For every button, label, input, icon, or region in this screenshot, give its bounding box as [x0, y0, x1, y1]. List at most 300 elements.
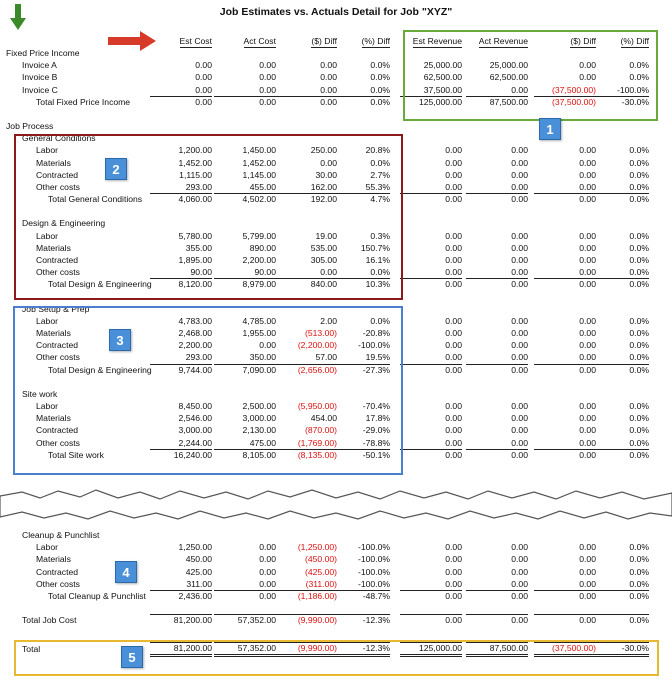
- cell-value: 1,452.00: [242, 157, 276, 168]
- cell-value: 0.00: [445, 242, 462, 253]
- cell-value: 0.00: [445, 267, 462, 278]
- cell-value: 55.3%: [365, 182, 390, 192]
- cell-value: (1,250.00): [297, 542, 337, 553]
- cell-value: 0.00: [579, 267, 596, 278]
- cell-value: 0.00: [466, 193, 528, 205]
- cell-value: 0.00: [511, 437, 528, 448]
- row-label: Invoice A: [22, 60, 57, 71]
- cell-value: 0.00: [259, 542, 276, 553]
- cell-value: 454.00: [310, 413, 337, 424]
- cell-value: 305.00: [310, 255, 337, 265]
- cell-value: 0.00: [534, 364, 596, 376]
- cell-value: 0.0%: [370, 72, 390, 83]
- cell-value: 17.8%: [365, 413, 390, 424]
- cell-value: 90.00: [254, 267, 276, 278]
- cell-value: 0.00: [400, 590, 462, 602]
- cell-value: 162.00: [310, 182, 337, 192]
- cell-value: 0.00: [320, 84, 337, 95]
- cell-value: 0.00: [400, 193, 462, 205]
- cell-value: 8,450.00: [178, 401, 212, 411]
- cell-value: 0.0%: [629, 267, 649, 278]
- cell-value: 0.00: [579, 60, 596, 71]
- cell-value: 0.00: [579, 340, 596, 351]
- callout-badge-3: 3: [109, 329, 131, 351]
- cell-value: 1,895.00: [178, 255, 212, 265]
- cell-value: 25,000.00: [423, 60, 462, 71]
- report-title: Job Estimates vs. Actuals Detail for Job "XYZ": [219, 6, 453, 18]
- row-label: Other costs: [36, 578, 80, 589]
- cell-value: 87,500.00: [466, 642, 528, 657]
- row-label: Contracted: [36, 566, 79, 577]
- cell-value: -100.0%: [616, 84, 649, 95]
- cell-value: 0.00: [466, 449, 528, 461]
- cell-value: 0.00: [445, 413, 462, 424]
- row-label: Materials: [36, 554, 71, 565]
- cell-value: 90.00: [190, 267, 212, 278]
- cell-value: 0.00: [511, 554, 528, 565]
- cell-value: 293.00: [185, 182, 212, 192]
- cell-value: 0.00: [445, 157, 462, 168]
- row-label: Materials: [36, 413, 71, 424]
- cell-value: (1,186.00): [275, 590, 337, 602]
- cell-value: 0.0%: [370, 157, 390, 168]
- cell-value: 16,240.00: [150, 449, 212, 461]
- cell-value: -30.0%: [587, 642, 649, 657]
- callout-box-grand-total: [14, 640, 659, 676]
- cell-value: 0.00: [534, 590, 596, 602]
- table-row: [0, 541, 672, 553]
- cell-value: (37,500.00): [552, 84, 596, 95]
- cell-value: -50.1%: [328, 449, 390, 461]
- cell-value: (513.00): [304, 328, 337, 338]
- cell-value: 0.00: [579, 255, 596, 265]
- callout-badge-2: 2: [105, 158, 127, 180]
- cell-value: 0.00: [259, 72, 276, 83]
- cell-value: 0.0%: [629, 230, 649, 241]
- cell-value: 0.00: [466, 364, 528, 376]
- cell-value: 0.00: [579, 566, 596, 577]
- cell-value: 0.00: [466, 590, 528, 602]
- cell-value: 0.00: [445, 542, 462, 553]
- row-label: Other costs: [36, 437, 80, 448]
- cell-value: -70.4%: [362, 401, 390, 411]
- cell-value: 0.00: [511, 230, 528, 241]
- cell-value: 0.0%: [587, 590, 649, 602]
- cell-value: 37,500.00: [423, 84, 462, 95]
- cell-value: 0.00: [534, 614, 596, 626]
- row-label: Contracted: [36, 425, 79, 436]
- cell-value: 293.00: [185, 352, 212, 363]
- cell-value: 0.0%: [629, 72, 649, 83]
- cell-value: 0.00: [579, 157, 596, 168]
- cell-value: 2,436.00: [150, 590, 212, 602]
- cell-value: 0.00: [579, 242, 596, 253]
- row-label: Labor: [36, 315, 58, 326]
- cell-value: 0.00: [511, 157, 528, 168]
- cell-value: 535.00: [310, 242, 337, 253]
- cell-value: 0.00: [579, 230, 596, 241]
- cell-value: 0.0%: [629, 157, 649, 168]
- cell-value: 0.00: [511, 340, 528, 351]
- cell-value: 0.0%: [629, 169, 649, 180]
- column-header-label: Act Revenue: [478, 36, 528, 46]
- cell-value: 0.0%: [587, 278, 649, 290]
- cell-value: 0.0%: [629, 340, 649, 351]
- row-label: Labor: [36, 542, 58, 553]
- cell-value: 2,130.00: [242, 425, 276, 436]
- cell-value: 8,105.00: [214, 449, 276, 461]
- cell-value: 5,799.00: [242, 230, 276, 241]
- cell-value: 0.00: [214, 96, 276, 108]
- row-label: Total Design & Engineering: [48, 364, 152, 375]
- row-label: Total Job Cost: [22, 615, 77, 626]
- cell-value: 0.0%: [629, 413, 649, 424]
- cell-value: 192.00: [275, 193, 337, 205]
- cell-value: 0.0%: [587, 193, 649, 205]
- cell-value: 0.00: [400, 449, 462, 461]
- cell-value: 0.0%: [370, 60, 390, 71]
- cell-value: 0.0%: [328, 96, 390, 108]
- cell-value: 4,785.00: [242, 315, 276, 326]
- cell-value: 0.00: [579, 437, 596, 448]
- cell-value: 0.00: [579, 578, 596, 589]
- cell-value: 0.0%: [629, 578, 649, 589]
- cell-value: 0.0%: [629, 60, 649, 71]
- cell-value: 0.0%: [370, 84, 390, 95]
- cell-value: 0.00: [511, 542, 528, 553]
- cell-value: 0.00: [511, 352, 528, 363]
- cell-value: 0.00: [579, 315, 596, 326]
- column-header-label: ($) Diff: [570, 36, 596, 46]
- cell-value: 0.00: [511, 242, 528, 253]
- cell-value: 7,090.00: [214, 364, 276, 376]
- cell-value: 0.00: [511, 182, 528, 192]
- cell-value: 0.0%: [629, 328, 649, 338]
- cell-value: 19.5%: [365, 352, 390, 363]
- callout-box-general-design: [14, 134, 403, 300]
- cell-value: 0.0%: [629, 554, 649, 565]
- cell-value: 0.0%: [370, 315, 390, 326]
- cell-value: 87,500.00: [466, 96, 528, 108]
- callout-box-fixed-income: [403, 30, 658, 121]
- callout-badge-1: 1: [539, 118, 561, 140]
- cell-value: 1,450.00: [242, 145, 276, 156]
- cell-value: -27.3%: [328, 364, 390, 376]
- cell-value: 0.00: [534, 278, 596, 290]
- cell-value: -12.3%: [328, 642, 390, 657]
- table-row: [0, 553, 672, 565]
- row-label: Total General Conditions: [48, 194, 143, 205]
- row-label: Other costs: [36, 352, 80, 363]
- cell-value: 2,500.00: [242, 401, 276, 411]
- cell-value: 0.0%: [629, 352, 649, 363]
- cell-value: 1,250.00: [178, 542, 212, 553]
- cell-value: 0.00: [445, 401, 462, 411]
- cell-value: 0.00: [445, 145, 462, 156]
- cell-value: 0.00: [275, 96, 337, 108]
- cell-value: 1,200.00: [178, 145, 212, 156]
- cell-value: 840.00: [275, 278, 337, 290]
- row-label: Job Process: [6, 121, 54, 131]
- cell-value: 0.00: [445, 169, 462, 180]
- cell-value: 0.00: [579, 169, 596, 180]
- cell-value: 81,200.00: [150, 614, 212, 626]
- cell-value: -78.8%: [362, 437, 390, 448]
- cell-value: 350.00: [249, 352, 276, 363]
- cell-value: 0.00: [511, 578, 528, 589]
- row-label: Contracted: [36, 255, 79, 265]
- column-header-label: (%) Diff: [620, 36, 649, 46]
- total-row: [0, 614, 672, 626]
- cell-value: 57.00: [315, 352, 337, 363]
- cell-value: 0.00: [579, 554, 596, 565]
- cell-value: 0.00: [579, 352, 596, 363]
- cell-value: 57,352.00: [214, 614, 276, 626]
- cell-value: 2.00: [320, 315, 337, 326]
- cell-value: 0.0%: [629, 566, 649, 577]
- cell-value: 0.3%: [370, 230, 390, 241]
- cell-value: 0.00: [259, 84, 276, 95]
- cell-value: 0.00: [511, 267, 528, 278]
- row-label: Total Design & Engineering: [48, 279, 152, 290]
- cell-value: (9,990.00): [275, 614, 337, 626]
- column-header-label: ($) Diff: [311, 36, 337, 46]
- cell-value: (2,200.00): [297, 340, 337, 351]
- cell-value: 0.0%: [629, 145, 649, 156]
- column-header-label: Est Cost: [179, 36, 212, 46]
- cell-value: 0.00: [511, 566, 528, 577]
- cell-value: 0.00: [511, 84, 528, 95]
- cell-value: 0.00: [150, 96, 212, 108]
- cell-value: -100.0%: [357, 566, 390, 577]
- cell-value: 4,060.00: [150, 193, 212, 205]
- cell-value: 2,200.00: [242, 255, 276, 265]
- cell-value: 355.00: [185, 242, 212, 253]
- cell-value: 0.00: [579, 72, 596, 83]
- cell-value: 1,115.00: [179, 169, 212, 180]
- cell-value: 1,955.00: [242, 328, 276, 338]
- cell-value: 0.00: [445, 182, 462, 192]
- cell-value: 0.00: [445, 578, 462, 589]
- cell-value: 2,468.00: [178, 328, 212, 338]
- row-label: Invoice C: [22, 84, 58, 95]
- cell-value: 0.00: [579, 182, 596, 192]
- cell-value: 0.00: [195, 84, 212, 95]
- cell-value: 4,783.00: [178, 315, 212, 326]
- cell-value: -100.0%: [357, 578, 390, 589]
- cell-value: 0.0%: [587, 364, 649, 376]
- cell-value: 0.00: [511, 413, 528, 424]
- cell-value: 0.00: [579, 413, 596, 424]
- cell-value: 0.00: [511, 315, 528, 326]
- cell-value: 0.00: [445, 315, 462, 326]
- cell-value: 0.0%: [587, 614, 649, 626]
- cell-value: -30.0%: [587, 96, 649, 108]
- cell-value: -20.8%: [362, 328, 390, 338]
- cell-value: -48.7%: [328, 590, 390, 602]
- row-label: Design & Engineering: [22, 218, 106, 229]
- cell-value: (450.00): [304, 554, 337, 565]
- column-header-label: (%) Diff: [361, 36, 390, 46]
- cell-value: 0.00: [445, 566, 462, 577]
- cell-value: 2,200.00: [178, 340, 212, 351]
- row-label: Labor: [36, 145, 58, 156]
- cell-value: (2,656.00): [275, 364, 337, 376]
- cell-value: (425.00): [304, 566, 337, 577]
- total-row: [0, 590, 672, 602]
- row-label: Total Cleanup & Punchlist: [48, 591, 146, 601]
- row-label: Materials: [36, 242, 71, 253]
- cell-value: 0.00: [445, 425, 462, 436]
- cell-value: 4,502.00: [214, 193, 276, 205]
- cell-value: 0.00: [466, 614, 528, 626]
- cell-value: 3,000.00: [178, 425, 212, 436]
- cell-value: 0.00: [511, 328, 528, 338]
- cell-value: 0.00: [400, 364, 462, 376]
- cell-value: (1,769.00): [297, 437, 337, 448]
- cell-value: 0.00: [400, 614, 462, 626]
- cell-value: 0.00: [579, 401, 596, 411]
- cell-value: 125,000.00: [400, 96, 462, 108]
- table-row: [0, 578, 672, 590]
- cell-value: 0.00: [511, 169, 528, 180]
- cell-value: -100.0%: [357, 554, 390, 565]
- cell-value: 0.00: [445, 340, 462, 351]
- cell-value: 0.0%: [629, 255, 649, 265]
- cell-value: 450.00: [185, 554, 212, 565]
- down-arrow-icon: [10, 4, 26, 30]
- cell-value: (5,950.00): [297, 401, 337, 411]
- row-label: General Conditions: [22, 133, 96, 144]
- cell-value: 0.00: [511, 255, 528, 265]
- cell-value: (8,135.00): [275, 449, 337, 461]
- cell-value: 0.0%: [629, 182, 649, 192]
- cell-value: 2,546.00: [178, 413, 212, 424]
- cell-value: 0.00: [579, 145, 596, 156]
- cell-value: 0.00: [320, 267, 337, 278]
- cell-value: -100.0%: [357, 340, 390, 351]
- row-label: Contracted: [36, 169, 79, 180]
- cell-value: 0.00: [445, 328, 462, 338]
- cell-value: 3,000.00: [242, 413, 276, 424]
- cell-value: 1,145.00: [242, 169, 276, 180]
- cell-value: 455.00: [249, 182, 276, 192]
- row-label: Site work: [22, 388, 58, 399]
- cell-value: 0.0%: [629, 437, 649, 448]
- table-row: [0, 566, 672, 578]
- cell-value: 1,452.00: [178, 157, 212, 168]
- cell-value: (870.00): [304, 425, 337, 436]
- cell-value: 0.00: [445, 230, 462, 241]
- cell-value: 0.0%: [629, 425, 649, 436]
- cell-value: 0.00: [259, 554, 276, 565]
- cell-value: 0.00: [534, 193, 596, 205]
- cell-value: 0.00: [511, 145, 528, 156]
- row-label: Invoice B: [22, 72, 58, 83]
- cell-value: 57,352.00: [214, 642, 276, 657]
- cell-value: 0.0%: [629, 542, 649, 553]
- row-label: Materials: [36, 157, 71, 168]
- section-heading: [0, 529, 672, 541]
- callout-box-setup-site: [13, 306, 403, 475]
- cell-value: 0.00: [445, 255, 462, 265]
- cell-value: 0.0%: [629, 315, 649, 326]
- row-label: Other costs: [36, 182, 80, 192]
- callout-badge-5: 5: [121, 646, 143, 668]
- cell-value: 475.00: [249, 437, 276, 448]
- cell-value: 125,000.00: [400, 642, 462, 657]
- cell-value: 8,979.00: [214, 278, 276, 290]
- row-label: Contracted: [36, 340, 79, 351]
- cell-value: 0.00: [259, 566, 276, 577]
- column-header-label: Act Cost: [243, 36, 276, 46]
- cell-value: 250.00: [310, 145, 337, 156]
- row-label: Labor: [36, 401, 58, 411]
- section-heading: [0, 120, 672, 132]
- cell-value: 81,200.00: [150, 642, 212, 657]
- cell-value: 0.00: [214, 590, 276, 602]
- cell-value: 2,244.00: [178, 437, 212, 448]
- cell-value: 0.00: [466, 278, 528, 290]
- row-label: Total Fixed Price Income: [36, 96, 131, 107]
- cell-value: 0.00: [579, 425, 596, 436]
- cell-value: 0.00: [511, 401, 528, 411]
- cell-value: 890.00: [249, 242, 276, 253]
- torn-edge: [0, 486, 672, 524]
- cell-value: 150.7%: [360, 242, 390, 253]
- row-label: Other costs: [36, 267, 80, 278]
- cell-value: 0.00: [195, 72, 212, 83]
- cell-value: -100.0%: [357, 542, 390, 553]
- cell-value: 0.0%: [587, 449, 649, 461]
- cell-value: 0.00: [259, 578, 276, 589]
- cell-value: 425.00: [185, 566, 212, 577]
- cell-value: 0.0%: [629, 401, 649, 411]
- cell-value: 5,780.00: [178, 230, 212, 241]
- cell-value: 0.00: [259, 60, 276, 71]
- cell-value: 8,120.00: [150, 278, 212, 290]
- cell-value: (9,990.00): [275, 642, 337, 657]
- row-label: Job Setup & Prep: [22, 303, 90, 314]
- cell-value: 0.00: [445, 437, 462, 448]
- row-label: Total: [22, 644, 41, 655]
- cell-value: 0.00: [320, 60, 337, 71]
- cell-value: 0.00: [320, 157, 337, 168]
- cell-value: 0.00: [579, 542, 596, 553]
- cell-value: 16.1%: [365, 255, 390, 265]
- row-label: Total Site work: [48, 449, 104, 460]
- cell-value: -12.3%: [328, 614, 390, 626]
- cell-value: 25,000.00: [489, 60, 528, 71]
- cell-value: (37,500.00): [534, 642, 596, 657]
- cell-value: (311.00): [305, 578, 337, 589]
- cell-value: 2.7%: [370, 169, 390, 180]
- callout-badge-4: 4: [115, 561, 137, 583]
- row-label: Cleanup & Punchlist: [22, 530, 100, 540]
- row-label: Labor: [36, 230, 58, 241]
- cell-value: 0.00: [259, 340, 276, 351]
- cell-value: 62,500.00: [489, 72, 528, 83]
- cell-value: 0.00: [320, 72, 337, 83]
- cell-value: 0.00: [511, 425, 528, 436]
- cell-value: 9,744.00: [150, 364, 212, 376]
- cell-value: 0.00: [445, 352, 462, 363]
- cell-value: -29.0%: [362, 425, 390, 436]
- cell-value: 4.7%: [328, 193, 390, 205]
- cell-value: 0.00: [445, 554, 462, 565]
- cell-value: 0.00: [400, 278, 462, 290]
- cell-value: (37,500.00): [534, 96, 596, 108]
